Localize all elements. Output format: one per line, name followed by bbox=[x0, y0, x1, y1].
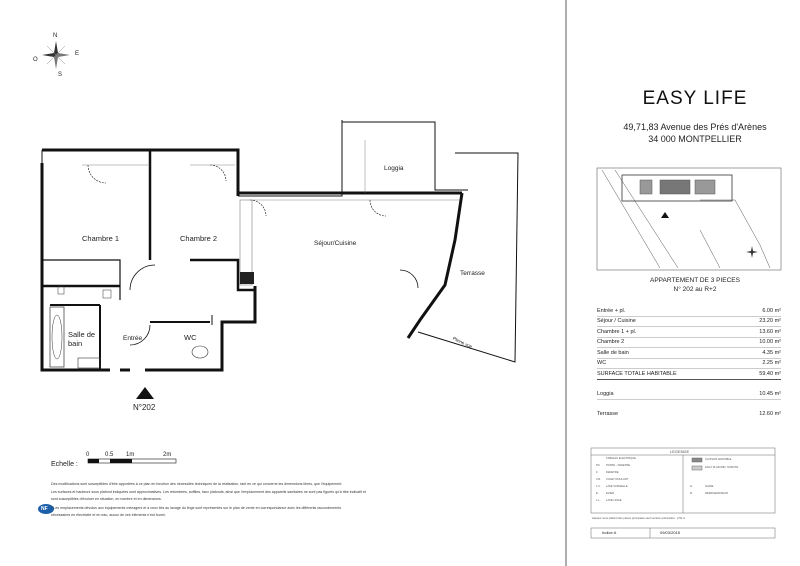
nf-logo-text: NF bbox=[41, 506, 48, 512]
legend-footnote: Hauteur sous plafond des pièces principales sauf mention particulière : 2,50 m bbox=[592, 517, 686, 520]
scale-tick-2m: 2m bbox=[163, 452, 172, 458]
legend-item: PORTE - FENETRE bbox=[606, 464, 631, 467]
legend-code: E. bbox=[596, 492, 599, 495]
apartment-ref: N° 202 au R+2 bbox=[673, 286, 717, 293]
toilet-icon bbox=[192, 346, 208, 358]
table-row bbox=[597, 306, 781, 316]
fridge-icon bbox=[240, 272, 254, 284]
area-value: 13.60 m² bbox=[742, 327, 781, 338]
table-row bbox=[597, 409, 781, 419]
room-loggia: Loggia bbox=[384, 165, 404, 172]
address-line-2: 34 000 MONTPELLIER bbox=[648, 134, 742, 144]
table-row bbox=[597, 358, 781, 369]
area-value: 23.20 m² bbox=[742, 316, 781, 327]
area-label: Entrée + pl. bbox=[597, 306, 742, 316]
compass-s-label: S bbox=[58, 72, 63, 78]
area-value: 2.25 m² bbox=[742, 358, 781, 369]
extra-label: Loggia bbox=[597, 389, 742, 399]
address-line-1: 49,71,83 Avenue des Prés d'Arènes bbox=[623, 122, 767, 132]
legend-code: F. bbox=[596, 471, 599, 474]
scale-bar-icon bbox=[88, 459, 176, 463]
extra-label: Terrasse bbox=[597, 410, 619, 417]
legend-item: TABLEAU ELECTRIQUE bbox=[606, 457, 636, 460]
legend-item: VOLET ROULANT bbox=[606, 478, 629, 481]
area-label: Salle de bain bbox=[597, 348, 742, 359]
note-line-5: nécessaires en électricité et en eau, aucun de ces éléments n'est fourni. bbox=[51, 513, 166, 517]
compass-e-label: E bbox=[75, 51, 80, 57]
legend-code: V.R. bbox=[596, 478, 601, 481]
washbasin-icon bbox=[78, 358, 100, 368]
extra-value: 12.60 m² bbox=[759, 410, 781, 417]
legend-code: R. bbox=[690, 492, 693, 495]
index-label: Indice A bbox=[602, 530, 617, 535]
apartment-title: APPARTEMENT DE 3 PIECES bbox=[650, 277, 740, 284]
legend-item: FENETRE bbox=[606, 471, 619, 474]
area-value: 4.35 m² bbox=[742, 348, 781, 359]
note-line-1: Des modifications sont susceptibles d'être apportées à ce plan en fonction des nécessités techniques de la réalisation, tant en ce qui concerne les dimensions libres, que l'équipement. bbox=[51, 482, 343, 486]
area-value: 6.00 m² bbox=[742, 306, 781, 316]
table-row bbox=[597, 327, 781, 338]
table-row bbox=[597, 389, 781, 399]
legend-title: LEGENDE bbox=[670, 449, 690, 454]
scale-tick-0: 0 bbox=[86, 452, 90, 458]
area-label: Séjour / Cuisine bbox=[597, 316, 742, 327]
legend-box bbox=[591, 448, 775, 538]
room-terrasse: Terrasse bbox=[460, 270, 485, 277]
room-chambre-1: Chambre 1 bbox=[82, 234, 120, 243]
area-table bbox=[597, 306, 781, 419]
index-date: 09/03/2015 bbox=[660, 530, 681, 535]
unit-marker-label: N°202 bbox=[133, 403, 156, 412]
site-map bbox=[597, 168, 781, 270]
legend-item: REFRIGERATEUR bbox=[705, 492, 728, 495]
pleine-vue-label: Pleine vue bbox=[451, 335, 474, 350]
area-value: 10.00 m² bbox=[742, 337, 781, 348]
area-label: WC bbox=[597, 358, 742, 369]
site-compass-icon bbox=[746, 246, 758, 258]
area-label: Chambre 1 + pl. bbox=[597, 327, 742, 338]
total-label: SURFACE TOTALE HABITABLE bbox=[597, 369, 742, 380]
table-row bbox=[597, 348, 781, 359]
scale-tick-1m: 1m bbox=[126, 452, 135, 458]
room-entree: Entrée bbox=[123, 335, 143, 342]
note-line-3: sont susceptibles d'évoluer en situation, en nombre et en dimensions. bbox=[51, 497, 162, 501]
scale-label: Echelle : bbox=[51, 461, 78, 468]
room-chambre-2: Chambre 2 bbox=[180, 234, 218, 243]
room-wc: WC bbox=[184, 333, 197, 342]
legend-code: L.V. bbox=[596, 485, 601, 488]
note-line-2: Les surfaces et hauteurs sous plafond indiquées sont approximatives. Les retombées, soffites, faux plafonds, ainsi que l'emplacement des appareils sanitaires ne sont pas figurés qu'à titre indicatif et bbox=[51, 490, 366, 494]
table-row bbox=[597, 316, 781, 327]
compass-rose-icon bbox=[42, 41, 70, 69]
legend-code: L.L. bbox=[596, 499, 601, 502]
room-sejour-cuisine: Séjour/Cuisine bbox=[314, 240, 357, 247]
unit-marker-icon bbox=[136, 387, 154, 399]
legend-code: G. bbox=[690, 485, 693, 488]
total-row bbox=[597, 369, 781, 380]
table-row bbox=[597, 337, 781, 348]
apartment-walls bbox=[42, 120, 518, 370]
compass-o-label: O bbox=[33, 57, 38, 63]
legend-item: GAINE bbox=[705, 485, 714, 488]
legend-item: EVIER bbox=[606, 492, 615, 495]
legend-item: CLOISON AMOVIBLE bbox=[705, 458, 732, 461]
compass-n-label: N bbox=[53, 33, 58, 39]
area-label: Chambre 2 bbox=[597, 337, 742, 348]
legend-item: LAVE VAISSELLE bbox=[606, 485, 628, 488]
note-line-4: * Les emplacements dévolus aux équipements ménagers et à ceux liés au lavage du linge sont représentés sur le plan de vente en correspondance avec les différents raccordements bbox=[51, 506, 342, 510]
legend-item: LAVE LINGE bbox=[606, 499, 622, 502]
extra-value: 10.45 m² bbox=[742, 389, 781, 399]
room-salle-de-bain: Salle de bain bbox=[68, 330, 96, 348]
brand-title: EASY LIFE bbox=[642, 88, 748, 109]
total-value: 59.40 m² bbox=[742, 369, 781, 380]
legend-item: FAUX PLAFOND, SOFFITE bbox=[705, 466, 739, 469]
legend-code: P.F. bbox=[596, 464, 601, 467]
scale-tick-05: 0.5 bbox=[105, 452, 114, 458]
